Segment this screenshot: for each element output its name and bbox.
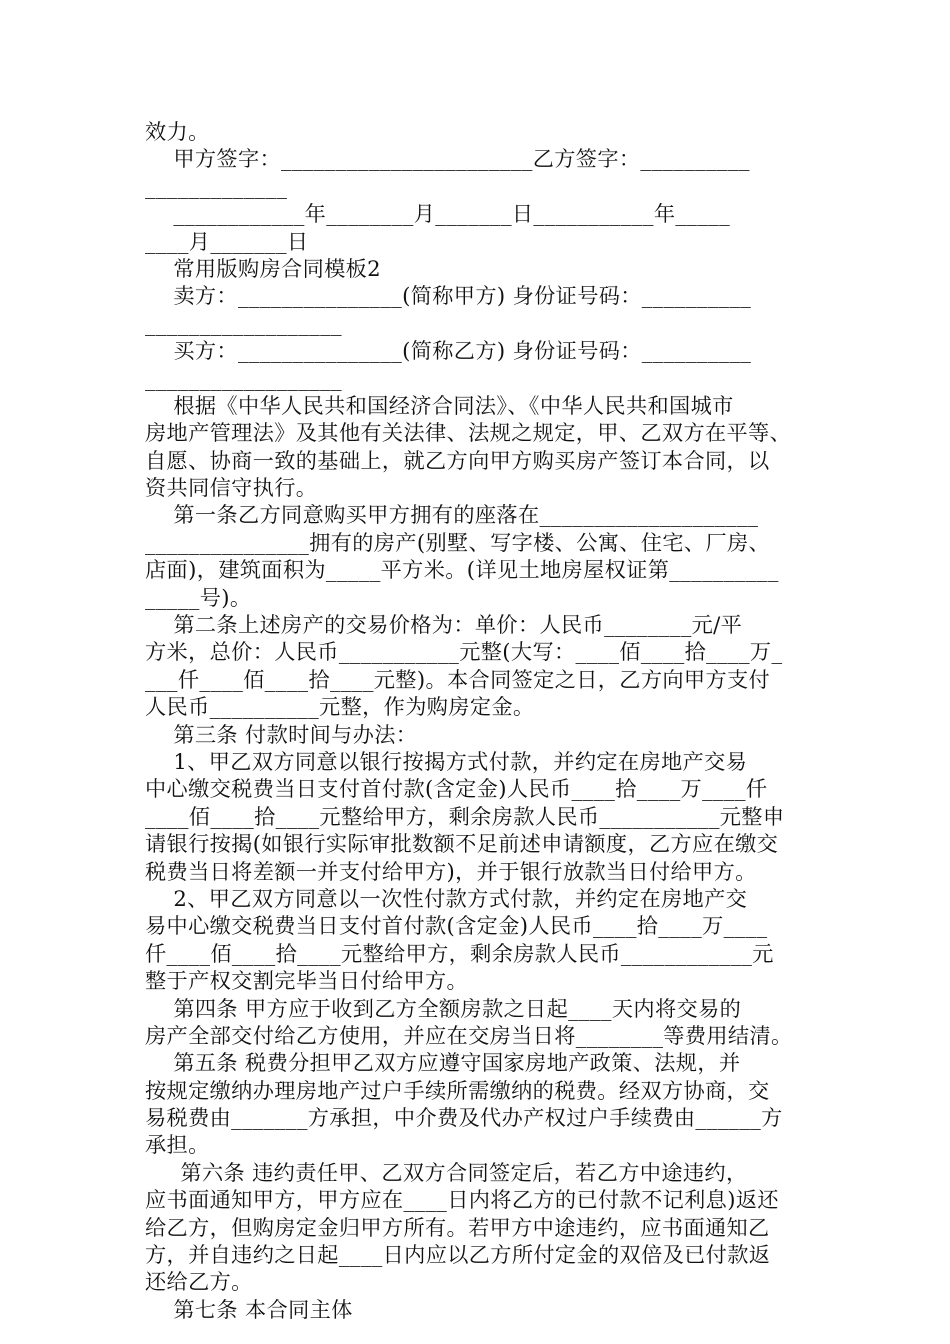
date-line: ____________年________月_______日___________年_____	[145, 201, 731, 227]
article-7: 第七条 本合同主体	[145, 1296, 353, 1322]
text-line: 方，并自违约之日起____日内应以乙方所付定金的双倍及已付款返	[145, 1242, 771, 1268]
text-line: 中心缴交税费当日支付首付款(含定金)人民币____拾____万____仟	[145, 776, 768, 802]
clause-2: 2、甲乙双方同意以一次性付款方式付款，并约定在房地产交	[145, 885, 748, 911]
text-line: _____号)。	[145, 584, 252, 610]
text-line: 房产全部交付给乙方使用，并应在交房当日将________等费用结清。	[145, 1022, 793, 1048]
text-line: 易税费由_______方承担，中介费及代办产权过户手续费由______方	[145, 1105, 783, 1131]
text-line: 店面)，建筑面积为_____平方米。(详见土地房屋权证第__________	[145, 557, 779, 583]
text-line: 承担。	[145, 1132, 210, 1158]
text-line: _______________拥有的房产(别墅、写字楼、公寓、住宅、厂房、	[145, 529, 771, 555]
date-line-cont: ____月_______日	[145, 228, 309, 254]
signature-line: 甲方签字：_______________________乙方签字：__________	[145, 146, 750, 172]
text-line: 根据《中华人民共和国经济合同法》、《中华人民共和国城市	[145, 392, 734, 418]
section-title: 常用版购房合同模板2	[145, 255, 382, 281]
text-line: 人民币__________元整，作为购房定金。	[145, 694, 535, 720]
article-3: 第三条 付款时间与办法：	[145, 721, 418, 747]
clause-1: 1、甲乙双方同意以银行按揭方式付款，并约定在房地产交易	[145, 748, 748, 774]
article-6: 第六条 违约责任甲、乙双方合同签定后，若乙方中途违约，	[145, 1159, 748, 1185]
article-2: 第二条上述房产的交易价格为：单价：人民币________元/平	[145, 612, 743, 638]
text-line: 应书面通知甲方，甲方应在____日内将乙方的已付款不记利息)返还	[145, 1187, 779, 1213]
article-4: 第四条 甲方应于收到乙方全额房款之日起____天内将交易的	[145, 995, 742, 1021]
text-line: 给乙方，但购房定金归甲方所有。若甲方中途违约，应书面通知乙	[145, 1214, 770, 1240]
text-line: 仟____佰____拾____元整给甲方，剩余房款人民币____________元	[145, 940, 774, 966]
article-5: 第五条 税费分担甲乙双方应遵守国家房地产政策、法规，并	[145, 1050, 741, 1076]
text-line: 资共同信守执行。	[145, 475, 318, 501]
text-line: 效力。	[145, 119, 210, 144]
text-line: 按规定缴纳办理房地产过户手续所需缴纳的税费。经双方协商，交	[145, 1077, 770, 1103]
text-line: 整于产权交割完毕当日付给甲方。	[145, 968, 469, 994]
article-1: 第一条乙方同意购买甲方拥有的座落在____________________	[145, 502, 759, 528]
text-line: 方米，总价：人民币___________元整(大写：____佰____拾____万_	[145, 639, 783, 665]
signature-line-cont: _____________	[145, 173, 288, 199]
document-body	[145, 118, 810, 1323]
text-line: 房地产管理法》及其他有关法律、法规之规定，甲、乙双方在平等、	[145, 420, 792, 446]
buyer-line-cont: __________________	[145, 365, 342, 391]
text-line: 易中心缴交税费当日支付首付款(含定金)人民币____拾____万____	[145, 913, 768, 939]
buyer-line: 买方：_______________(简称乙方) 身份证号码：__________	[145, 338, 752, 364]
text-line: ____佰____拾____元整给甲方，剩余房款人民币___________元整申	[145, 803, 785, 829]
text-line: 还给乙方。	[145, 1269, 253, 1295]
text-line: 自愿、协商一致的基础上，就乙方向甲方购买房产签订本合同，以	[145, 447, 770, 473]
text-line: 请银行按揭(如银行实际审批数额不足前述申请额度，乙方应在缴交	[145, 831, 779, 857]
seller-line-cont: __________________	[145, 310, 342, 336]
text-line: ___仟____佰____拾____元整)。本合同签定之日，乙方向甲方支付	[145, 666, 771, 692]
text-line: 税费当日将差额一并支付给甲方)，并于银行放款当日付给甲方。	[145, 858, 757, 884]
seller-line: 卖方：_______________(简称甲方) 身份证号码：__________	[145, 283, 752, 309]
